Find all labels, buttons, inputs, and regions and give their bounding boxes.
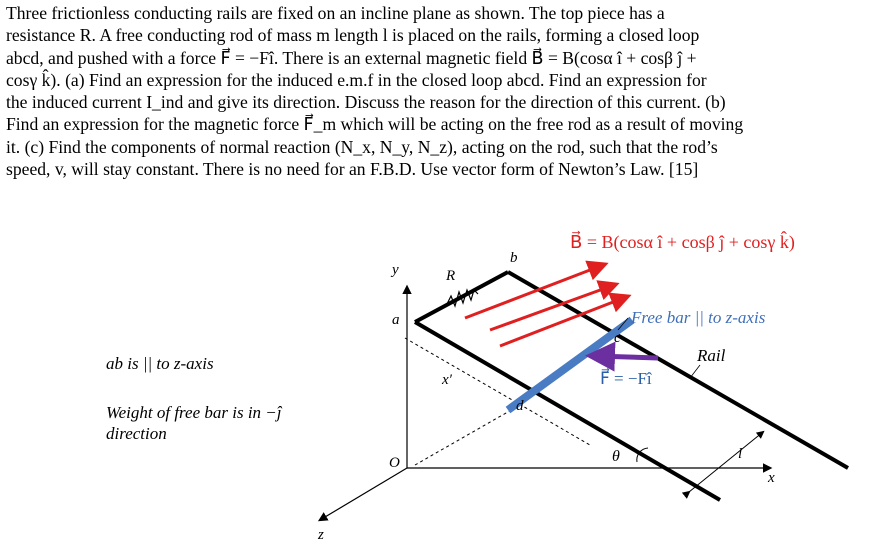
x-prime-label: x′ — [442, 372, 452, 388]
rail-pointer — [690, 365, 700, 378]
theta-label: θ — [612, 448, 620, 465]
problem-line: it. (c) Find the components of normal reaction (N_x, N_y, N_z), acting on the rod, such that the rod’s — [6, 136, 718, 157]
problem-line: speed, v, will stay constant. There is no need for an F.B.D. Use vector form of Newton’s Law. [15] — [6, 159, 699, 180]
problem-line: abcd, and pushed with a force F⃗ = −Fî. There is an external magnetic field B⃗ = B(cosα î + cosβ ĵ + — [6, 47, 697, 68]
weight-note: Weight of free bar is in −ĵ — [106, 403, 282, 422]
ab-note: ab is || to z-axis — [106, 354, 214, 373]
rail-label: Rail — [697, 346, 726, 365]
force-label: F⃗ = −Fî — [600, 369, 652, 388]
resistor-label: R — [446, 268, 456, 284]
base-dashed-line — [415, 405, 520, 465]
problem-line: Find an expression for the magnetic force F⃗_m which will be acting on the free rod as a result of moving — [6, 114, 744, 135]
field-arrow — [465, 265, 603, 318]
rail-top — [415, 272, 508, 322]
z-axis-label: z — [318, 527, 324, 543]
point-c-label: c — [614, 330, 621, 346]
point-a-label: a — [392, 312, 400, 328]
x-prime-axis — [405, 338, 590, 445]
weight-note: direction — [106, 424, 167, 443]
origin-label: O — [389, 455, 400, 471]
problem-line: cosγ k̂). (a) Find an expression for the induced e.m.f in the closed loop abcd. Find an expression for — [6, 69, 707, 90]
force-arrow — [595, 356, 658, 358]
length-dimension — [689, 432, 763, 492]
free-bar-label: Free bar || to z-axis — [631, 308, 766, 327]
problem-line: the induced current I_ind and give its direction. Discuss the reason for the direction of this current. (b) — [6, 92, 726, 113]
problem-line: resistance R. A free conducting rod of mass m length l is placed on the rails, forming a closed loop — [6, 25, 700, 46]
x-axis-label: x — [768, 470, 775, 486]
point-b-label: b — [510, 250, 518, 266]
y-axis-label: y — [392, 262, 399, 278]
problem-line: Three frictionless conducting rails are fixed on an incline plane as shown. The top piece has a — [6, 3, 665, 23]
rail-front — [415, 322, 720, 500]
length-label: l — [738, 446, 743, 462]
z-axis — [320, 468, 407, 520]
point-d-label: d — [516, 398, 524, 414]
field-label: B⃗ = B(cosα î + cosβ ĵ + cosγ k̂) — [570, 232, 795, 252]
